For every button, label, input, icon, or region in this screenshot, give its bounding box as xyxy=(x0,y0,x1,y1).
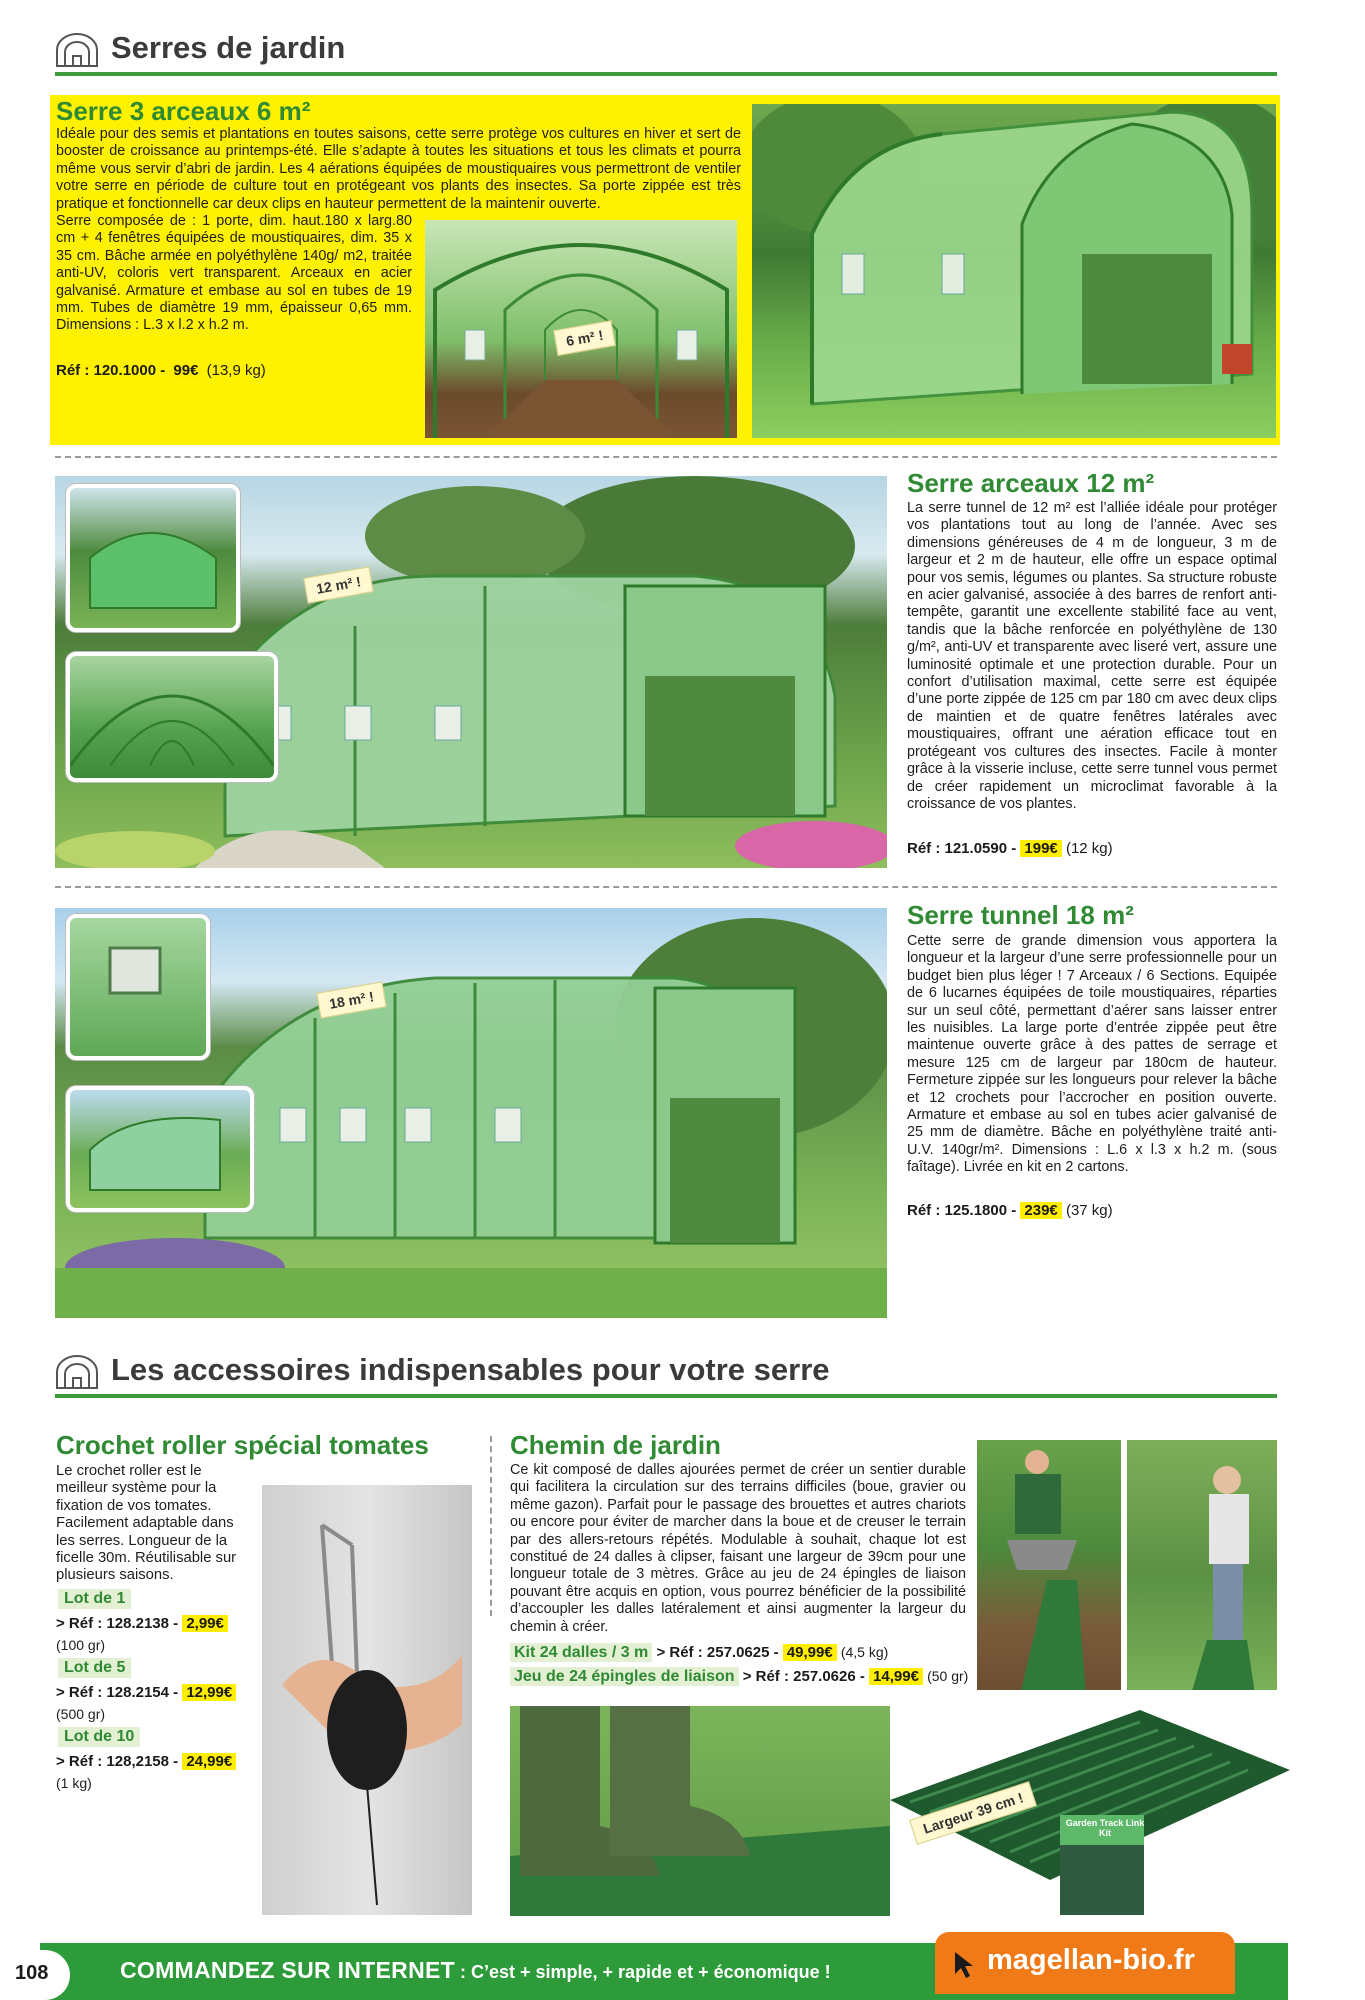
ref-label: Réf : 121.0590 - xyxy=(907,840,1017,857)
price: 12,99€ xyxy=(182,1684,236,1701)
tile-product-drawing xyxy=(890,1690,1290,1920)
thumbnail-interior xyxy=(66,652,278,782)
tomato-hook-photo xyxy=(262,1485,472,1915)
section-header-accessories xyxy=(55,1350,1277,1398)
tomato-hook-drawing xyxy=(262,1485,472,1915)
pins-name: Jeu de 24 épingles de liaison xyxy=(510,1667,739,1686)
wheelbarrow-path-photo xyxy=(977,1440,1121,1708)
ref-label: Réf : 120.1000 - xyxy=(56,362,166,379)
weight: (4,5 kg) xyxy=(840,1644,889,1660)
weight: (13,9 kg) xyxy=(206,362,266,379)
product-reference xyxy=(56,1684,236,1701)
product-description: Ce kit composé de dalles ajourées permet de créer un sentier durable qui facilitera la circulation sur des terrains difficiles (boue, gravier ou même gazon). Parfait pour le passage des brouettes et autres chariots ou encore pour éviter de marcher dans la boue et de creuser le terrain par des allers-retours répétés. Modulable à souhait, chaque lot est constitué de 24 dalles à clipser, faisant une largeur de 39cm pour une longueur totale de 3 mètres. Grâce au jeu de 24 épingles de liaison pouvant être acquis en option, vous pourrez bénéficier de la possibilité d’accoupler les dalles latéralement et ainsi augmenter la largeur du chemin à créer. xyxy=(510,1462,966,1635)
cursor-arrow-icon xyxy=(953,1950,979,1980)
order-online-slogan: : C’est + simple, + rapide et + économique ! xyxy=(454,1962,831,1982)
price: 2,99€ xyxy=(182,1615,228,1632)
product-title: Crochet roller spécial tomates xyxy=(56,1430,429,1460)
tile-product-photo xyxy=(890,1690,1290,1920)
thumbnail-side-drawing xyxy=(70,1090,250,1208)
ref-label: > Réf : 128.2138 - xyxy=(56,1615,179,1632)
product-specs: Serre composée de : 1 porte, dim. haut.180 x larg.80 cm + 4 fenêtres équipées de moustiquaires, dim. 35 x 35 cm. Bâche armée en polyéthylène 140g/ m2, traitée anti-UV, coloris vert transparent. Arceaux en acier galvanisé. Armature et embase au sol en tubes de 19 mm. Tubes de diamètre 19 mm, épaisseur 0,65 mm. Dimensions : L.3 x l.2 x h.2 m. xyxy=(56,213,412,334)
separator xyxy=(55,456,1277,458)
thumbnail-window-drawing xyxy=(70,918,206,1056)
lot-label: Lot de 10 xyxy=(58,1727,140,1747)
boots-path-photo xyxy=(510,1706,890,1916)
website-link[interactable] xyxy=(935,1932,1235,1994)
price: 14,99€ xyxy=(869,1668,923,1685)
footer-tagline xyxy=(120,1957,831,1984)
price: 99€ xyxy=(169,362,202,379)
product-reference-kit xyxy=(510,1644,888,1662)
product-title: Chemin de jardin xyxy=(510,1430,721,1460)
product-reference xyxy=(907,840,1113,857)
lot-label: Lot de 5 xyxy=(58,1658,131,1678)
product-reference xyxy=(56,362,266,379)
column-separator xyxy=(490,1436,492,1616)
ref-label: Réf : 125.1800 - xyxy=(907,1202,1017,1219)
website-url: magellan-bio.fr xyxy=(987,1944,1195,1976)
page-number: 108 xyxy=(15,1962,49,1984)
product-description: Idéale pour des semis et plantations en toutes saisons, cette serre protège vos cultures en hiver et sert de booster de croissance au printemps-été. Elle s’adapte à toutes les situations et tous les climats et pourra même vous servir d’abri de jardin. Les 4 aérations équipées de moustiquaires vous permettront de ventiler votre serre en période de culture tout en protégeant vos plants des insectes. Sa porte zippée est très pratique et fonctionnelle car deux clips en hauteur permettent de la maintenir ouverte. xyxy=(56,126,741,212)
size-tag: 18 m² ! xyxy=(316,981,387,1018)
ref-label: > Réf : 128.2154 - xyxy=(56,1684,179,1701)
thumbnail-side xyxy=(66,1086,254,1212)
size-tag: 12 m² ! xyxy=(303,566,374,603)
price: 239€ xyxy=(1020,1202,1061,1219)
product-reference xyxy=(56,1615,228,1632)
page-number-badge xyxy=(0,1950,70,2000)
product-reference xyxy=(56,1753,236,1770)
greenhouse-main-photo xyxy=(752,104,1276,438)
product-reference xyxy=(907,1202,1113,1219)
ref-label: > Réf : 257.0625 - xyxy=(656,1644,779,1661)
price: 24,99€ xyxy=(182,1753,236,1770)
weight: (500 gr) xyxy=(56,1706,106,1722)
product-description: Le crochet roller est le meilleur système pour la fixation de vos tomates. Facilement adaptable dans les serres. Longueur de la ficelle 30m. Réutilisable sur plusieurs saisons. xyxy=(56,1463,237,1584)
product-title: Serre arceaux 12 m² xyxy=(907,468,1155,498)
product-title: Serre 3 arceaux 6 m² xyxy=(56,96,311,126)
price: 199€ xyxy=(1020,840,1061,857)
product-title: Serre tunnel 18 m² xyxy=(907,900,1134,930)
product-description: Cette serre de grande dimension vous apportera la longueur et la largeur d’une serre professionnelle pour un budget bien plus léger ! 7 Arceaux / 6 Sections. Equipée de 6 lucarnes équipées de toile moustiquaires, réparties sur un seul côté, permettant d’aérer sans laisser entrer les nuisibles. La large porte d’entrée zippée peut être maintenue ouverte grâce à des pattes de serrage et mesure 125 cm de largeur par 180cm de hauteur. Fermeture zippée sur les longueurs pour relever la bâche et 12 crochets pour l’accrocher en position ouverte. Armature et embase au sol en tubes acier galvanisé de 25 mm de diamètre. Bâche en polyéthylène traité anti-U.V. 140gr/m². Dimensions : L.6 x l.3 x h.2 m. (sous faîtage). Livrée en kit en 2 cartons. xyxy=(907,933,1277,1176)
section-title: Serres de jardin xyxy=(111,30,346,65)
ref-label: > Réf : 128,2158 - xyxy=(56,1753,179,1770)
price: 49,99€ xyxy=(783,1644,837,1661)
weight: (1 kg) xyxy=(56,1775,92,1791)
lot-label: Lot de 1 xyxy=(58,1589,131,1609)
boots-path-drawing xyxy=(510,1706,890,1916)
section-header-greenhouses xyxy=(55,28,1277,76)
weight: (100 gr) xyxy=(56,1637,106,1653)
thumbnail-exterior-drawing xyxy=(70,488,236,628)
thumbnail-exterior xyxy=(66,484,240,632)
section-title: Les accessoires indispensables pour votre serre xyxy=(111,1352,830,1387)
person-path-photo xyxy=(1127,1440,1277,1708)
product-reference-pins xyxy=(510,1668,968,1686)
person-path-drawing xyxy=(1127,1440,1277,1708)
size-tag: 6 m² ! xyxy=(553,320,616,356)
greenhouse-main-drawing xyxy=(752,104,1276,438)
separator xyxy=(55,886,1277,888)
weight: (37 kg) xyxy=(1065,1202,1113,1219)
wheelbarrow-path-drawing xyxy=(977,1440,1121,1708)
kit-name: Kit 24 dalles / 3 m xyxy=(510,1643,652,1662)
order-online-heading: COMMANDEZ SUR INTERNET xyxy=(120,1957,455,1983)
greenhouse-icon xyxy=(55,1354,99,1390)
greenhouse-icon xyxy=(55,32,99,68)
pack-label: Garden Track Link Kit xyxy=(1065,1818,1145,1838)
product-description: La serre tunnel de 12 m² est l’alliée idéale pour protéger vos plantations tout au long de l’année. Avec ses dimensions généreuses de 4 m de longueur, 3 m de largeur et 2 m de hauteur, elle offre un espace optimal pour vos semis, légumes ou plantes. Sa structure robuste en acier galvanisé, associée à des barres de renfort anti-tempête, garantit une excellente stabilité face au vent, tandis que la bâche renforcée en polyéthylène de 130 g/m², anti-UV et transparente avec liseré vert, assure une luminosité optimale et une protection durable. Pour un confort d’utilisation maximal, cette serre est équipée d’une porte zippée de 125 cm par 180 cm avec deux clips de maintien et de quatre fenêtres latérales avec moustiquaires, offrant une aération efficace tout en protégeant vos cultures des insectes. Facile à monter grâce à la visserie incluse, cette serre tunnel vous permet de créer rapidement un microclimat favorable à la croissance de vos plantes. xyxy=(907,500,1277,812)
thumbnail-window xyxy=(66,914,210,1060)
thumbnail-interior-drawing xyxy=(70,656,274,778)
weight: (12 kg) xyxy=(1065,840,1113,857)
weight: (50 gr) xyxy=(927,1668,969,1684)
ref-label: > Réf : 257.0626 - xyxy=(742,1668,865,1685)
width-tag: Largeur 39 cm ! xyxy=(909,1781,1037,1845)
